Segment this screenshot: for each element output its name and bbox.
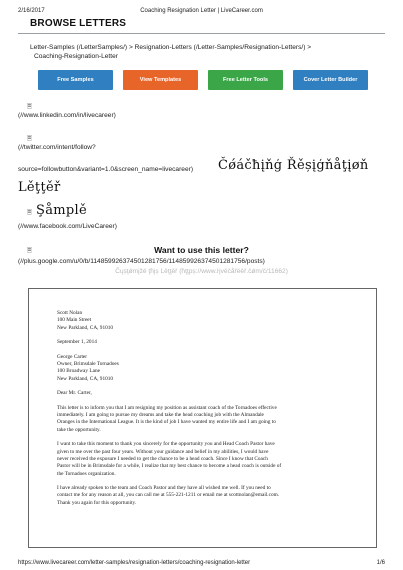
facebook-link[interactable]: (//www.facebook.com/LiveCareer) <box>18 223 117 230</box>
paragraph-2 <box>57 441 362 477</box>
browse-letters-logo[interactable]: BROWSE LETTERS <box>30 18 127 29</box>
p2-line: given to me over the past four years. Without your guidance and belief in my abilities, I would have <box>57 448 269 455</box>
letter-body <box>57 310 362 514</box>
want-to-use-heading: Want to use this letter? <box>154 245 249 255</box>
print-date: 2/16/2017 <box>18 8 45 14</box>
p3-line: Thank you again for this opportunity. <box>57 499 137 506</box>
p2-line: never received the exposure I needed to get the chance to be a head coach. Since I know that Coach <box>57 455 268 462</box>
breadcrumb-current: Coaching-Resignation-Letter <box>34 53 118 60</box>
linkedin-icon[interactable]: 🗏 <box>27 103 32 110</box>
header-divider <box>18 33 385 34</box>
paragraph-1 <box>57 405 362 434</box>
free-samples-button[interactable]: Free Samples <box>38 70 113 90</box>
google-plus-link[interactable]: (//plus.google.com/u/0/b/114859926374501281756/114859926374501281756/posts) <box>18 258 265 265</box>
sender-street: 100 Main Street <box>57 317 92 324</box>
google-plus-icon[interactable]: 🗏 <box>27 247 32 254</box>
sender-address <box>57 310 362 332</box>
p1-line: immediately. I am going to pursue my dreams and take the head coaching job with the Almandale <box>57 412 264 419</box>
p3-line: contact me for any reason at all, you can call me at 555-221-1211 or email me at scottnolan@email.com. <box>57 492 280 499</box>
view-templates-button[interactable]: View Templates <box>123 70 198 90</box>
p2-line: Pastor will be in Brimsdale for a while, I realize that my best chance to become a head coach is outside of <box>57 463 282 470</box>
cover-letter-builder-button[interactable]: Cover Letter Builder <box>293 70 368 90</box>
page-title: Čǿáčħįňģ Řěșįģňåţįøň <box>218 158 369 173</box>
paragraph-3 <box>57 485 362 507</box>
recipient-title: Owner, Brimsdale Tornadoes <box>57 361 119 368</box>
sender-name: Scott Nolan <box>57 310 83 316</box>
print-title: Coaching Resignation Letter | LiveCareer.com <box>140 8 263 14</box>
breadcrumb-path[interactable]: Letter-Samples (/LetterSamples/) > Resignation-Letters (/Letter-Samples/Resignation-Letters/) > <box>30 44 312 51</box>
linkedin-link[interactable]: (//www.linkedin.com/in/livecareer) <box>18 112 116 119</box>
recipient-city: New Parkland, CA, 91010 <box>57 375 114 382</box>
recipient-name: George Carter <box>57 353 88 360</box>
p3-line: I have already spoken to the team and Coach Pastor and they have all wished me well. If you need to <box>57 485 271 492</box>
twitter-icon[interactable]: 🗏 <box>27 135 32 142</box>
p1-line: This letter is to inform you that I am resigning my position as assistant coach of the Tornadoes effective <box>57 404 277 411</box>
p1-line: take the opportunity. <box>57 426 101 433</box>
twitter-link[interactable]: (//twitter.com/intent/follow? <box>18 144 96 151</box>
footer-url: https://www.livecareer.com/letter-samples/resignation-letters/coaching-resignation-letter <box>18 560 251 566</box>
p2-line: the Tornadoes organization. <box>57 470 116 477</box>
letter-date: September 1, 2014 <box>57 339 97 346</box>
customize-letter-link[interactable]: Čųșţǿmįžě ţħįș Lěţţěř (ħţţpș://www.ŀįvěčåřěěř.čǿm/č/11662) <box>115 268 288 275</box>
page-number: 1/6 <box>376 560 385 566</box>
breadcrumb <box>30 43 375 61</box>
nav-button-row <box>38 70 368 90</box>
salutation: Dear Mr. Carter, <box>57 390 92 397</box>
p1-line: Oranges in the International League. It is the kind of job I have wanted my entire life and I am going to <box>57 419 276 426</box>
recipient-address <box>57 354 362 383</box>
free-letter-tools-button[interactable]: Free Letter Tools <box>208 70 283 90</box>
facebook-icon[interactable]: 🗏 <box>27 209 32 216</box>
page-title-sample: Şåmplě <box>36 203 87 218</box>
p2-line: I want to take this moment to thank you sincerely for the opportunity you and Head Coach Pastor have <box>57 441 275 448</box>
page-title-cont: Lěţţěř <box>18 180 61 195</box>
sender-city: New Parkland, CA, 91010 <box>57 324 114 331</box>
twitter-link-cont[interactable]: source=followbutton&variant=1.0&screen_name=livecareer) <box>18 166 194 173</box>
letter-preview <box>28 288 377 548</box>
recipient-street: 100 Broadway Lane <box>57 368 100 375</box>
